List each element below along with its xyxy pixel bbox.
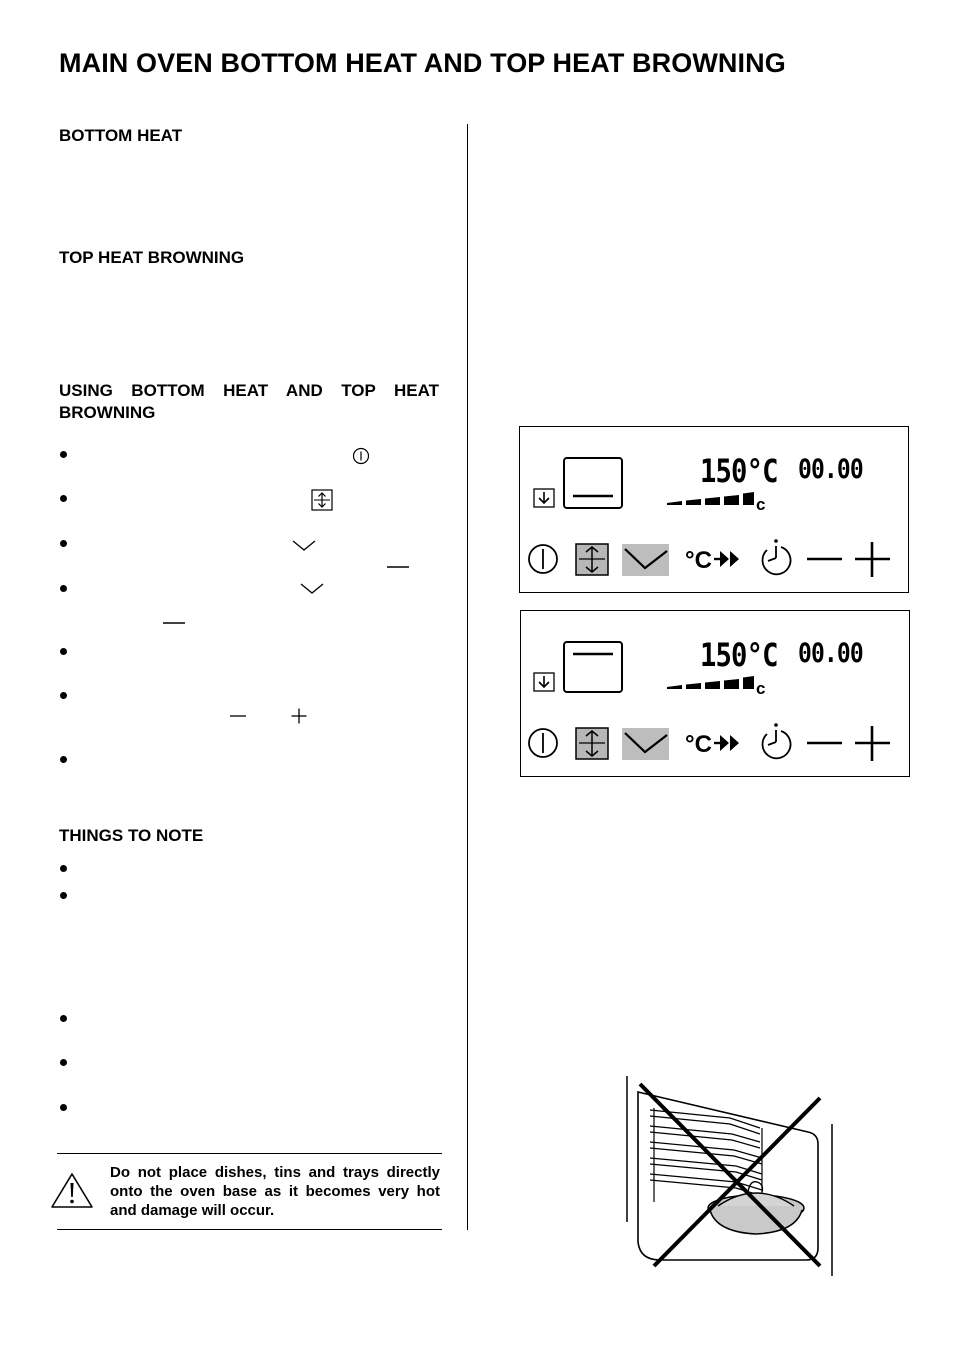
timer-display: 00.00 — [798, 638, 863, 669]
bullet — [60, 692, 67, 699]
bullet — [60, 1104, 67, 1111]
control-panel-top-heat — [520, 610, 910, 777]
function-selector-icon — [311, 489, 333, 511]
arrow-down-icon — [534, 489, 554, 507]
bullet — [60, 451, 67, 458]
power-button-icon — [529, 545, 557, 573]
heading-top-heat-browning: TOP HEAT BROWNING — [59, 248, 245, 267]
heading-using-line2: BROWNING — [59, 403, 156, 422]
minus-icon — [386, 560, 410, 574]
temperature-display — [700, 637, 778, 673]
function-button-icon — [576, 728, 608, 759]
bullet — [60, 648, 67, 655]
warning-bottom-rule — [57, 1229, 442, 1230]
bullet — [60, 1059, 67, 1066]
plus-icon — [290, 707, 308, 725]
bullet — [60, 540, 67, 547]
heading-using — [59, 380, 439, 424]
warning-text: Do not place dishes, tins and trays directly onto the oven base as it becomes very hot and damage will occur. — [110, 1164, 440, 1219]
warning-top-rule — [57, 1153, 442, 1154]
arrow-down-icon — [534, 673, 554, 691]
temperature-value: 150 — [700, 452, 747, 490]
page-title: MAIN OVEN BOTTOM HEAT AND TOP HEAT BROWNING — [59, 48, 786, 78]
oven-top-element-icon — [564, 642, 622, 692]
oven-base-warning-illustration — [620, 1070, 840, 1280]
power-icon — [352, 447, 370, 465]
oven-bottom-element-icon — [564, 458, 622, 508]
temperature-unit: °C — [746, 452, 778, 490]
heading-things-to-note: THINGS TO NOTE — [59, 826, 204, 845]
temperature-level-unit: c — [756, 679, 766, 698]
fast-heat-icon — [685, 547, 739, 574]
temperature-level-bars-icon — [667, 676, 754, 689]
bullet — [60, 865, 67, 872]
minus-icon — [162, 616, 186, 630]
chevron-down-button-icon — [622, 544, 669, 576]
chevron-down-button-icon — [622, 728, 669, 760]
svg-text:°C: °C — [685, 547, 712, 574]
warning-triangle-icon — [50, 1172, 94, 1210]
function-button-icon — [576, 544, 608, 575]
temperature-display — [700, 453, 778, 489]
plus-button-icon — [855, 726, 890, 761]
bullet — [60, 495, 67, 502]
fast-heat-icon — [685, 731, 739, 758]
control-panel-bottom-heat — [519, 426, 909, 593]
timer-icon — [763, 723, 791, 758]
bullet — [60, 756, 67, 763]
bullet — [60, 1015, 67, 1022]
chevron-down-icon — [292, 540, 316, 552]
plus-button-icon — [855, 542, 890, 577]
temperature-level-unit: c — [756, 495, 766, 514]
column-divider — [467, 124, 468, 1230]
timer-display: 00.00 — [798, 454, 863, 485]
temperature-level-bars-icon — [667, 492, 754, 505]
bullet — [60, 585, 67, 592]
chevron-down-icon — [300, 583, 324, 595]
temperature-value: 150 — [700, 636, 747, 674]
timer-icon — [763, 539, 791, 574]
power-button-icon — [529, 729, 557, 757]
bullet — [60, 892, 67, 899]
minus-icon — [229, 708, 247, 724]
temperature-unit: °C — [746, 636, 778, 674]
svg-text:°C: °C — [685, 731, 712, 758]
heading-bottom-heat: BOTTOM HEAT — [59, 126, 183, 145]
heading-using-line1: USING BOTTOM HEAT AND TOP HEAT — [59, 381, 439, 400]
